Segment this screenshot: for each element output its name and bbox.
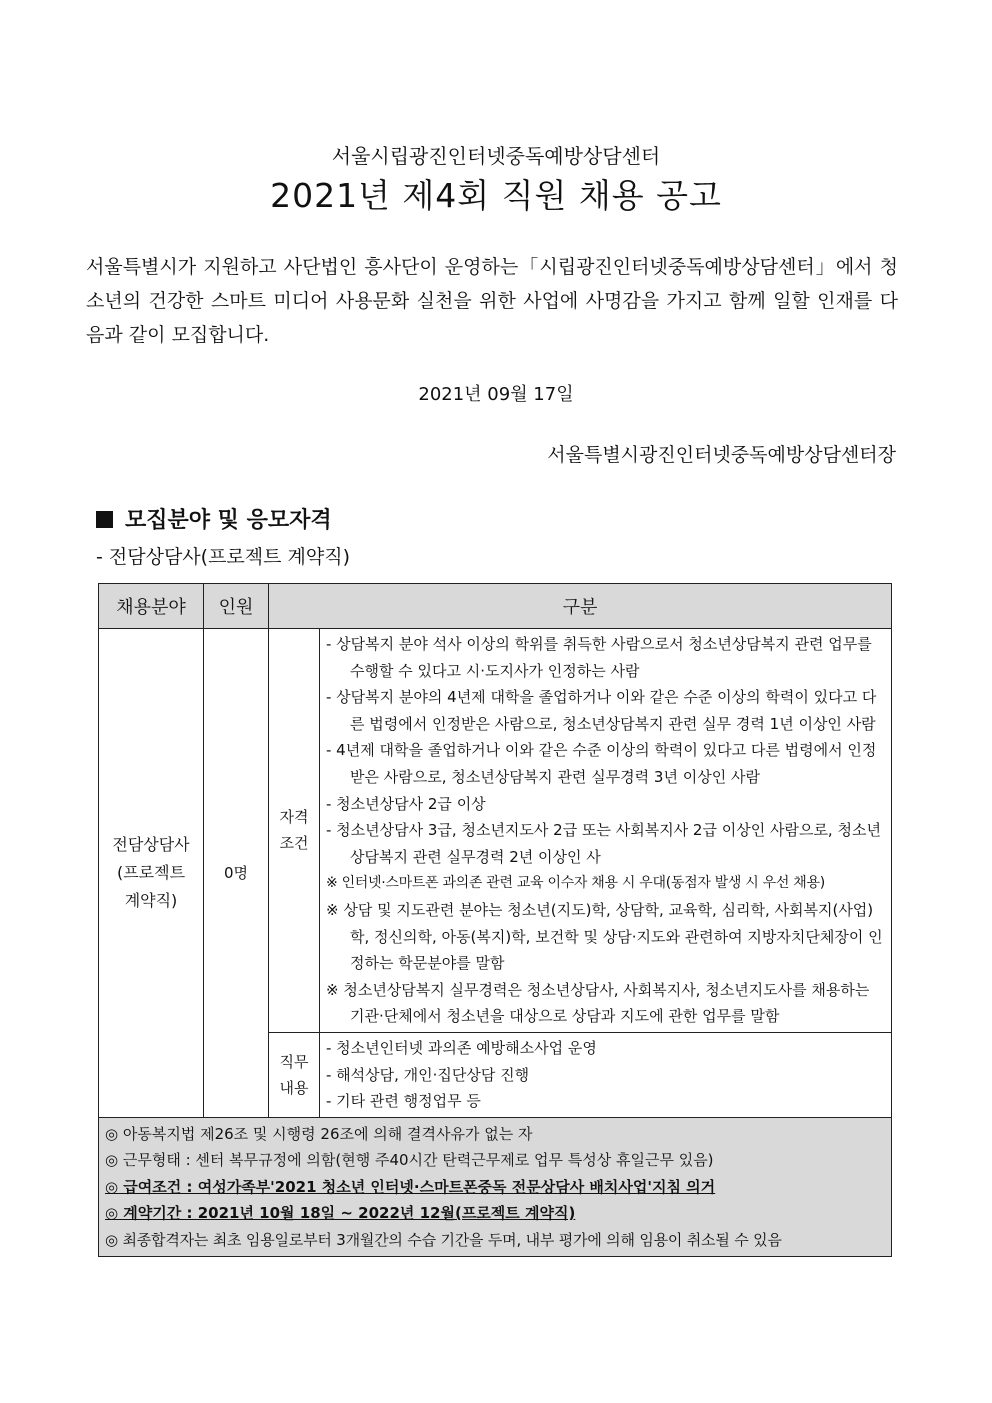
page-title: 2021년 제4회 직원 채용 공고 [270, 176, 722, 215]
qualification-label [269, 629, 320, 1033]
note-item: ◎ 급여조건 : 여성가족부'2021 청소년 인터넷·스마트폰중독 전문상담사 배치사업'지침 의거 [105, 1177, 716, 1196]
duty-label [269, 1032, 320, 1117]
signature: 서울특별시광진인터넷중독예방상담센터장 [547, 444, 896, 466]
notes-cell [99, 1117, 892, 1257]
list-item: - 청소년인터넷 과의존 예방해소사업 운영 [326, 1038, 597, 1057]
note-item: ◎ 계약기간 : 2021년 10월 18일 ~ 2022년 12월(프로젝트 계약직) [105, 1204, 576, 1223]
list-item: - 해석상담, 개인·집단상담 진행 [326, 1065, 530, 1084]
qualification-list [320, 629, 892, 1033]
header-count: 인원 [204, 584, 269, 629]
section-heading [96, 503, 332, 534]
list-item: ※ 인터넷·스마트폰 과의존 관련 교육 이수자 채용 시 우대(동점자 발생 시 우선 채용) [326, 875, 825, 892]
duty-list [320, 1032, 892, 1117]
category-line: 계약직) [124, 890, 178, 910]
label-line: 자격 [279, 808, 309, 827]
announcement-date: 2021년 09월 17일 [418, 384, 574, 405]
label-line: 내용 [279, 1078, 309, 1097]
note-item: ◎ 아동복지법 제26조 및 시행령 26조에 의해 결격사유가 없는 자 [105, 1124, 533, 1143]
table-row-qualifications [99, 629, 892, 1033]
section-subtitle: - 전담상담사(프로젝트 계약직) [96, 546, 351, 568]
list-item: - 청소년상담사 2급 이상 [326, 794, 486, 813]
section-title: 모집분야 및 응모자격 [125, 508, 332, 533]
label-line: 직무 [279, 1052, 309, 1071]
note-item: ◎ 최종합격자는 최초 임용일로부터 3개월간의 수습 기간을 두며, 내부 평가에 의해 임용이 취소될 수 있음 [105, 1230, 782, 1249]
table-header-row [99, 584, 892, 629]
category-line: 전담상담사 [112, 834, 190, 854]
list-item: - 4년제 대학을 졸업하거나 이와 같은 수준 이상의 학력이 있다고 다른 법령에서 인정받은 사람으로, 청소년상담복지 관련 실무경력 3년 이상인 사람 [326, 741, 877, 786]
header-division: 구분 [269, 584, 892, 629]
note-item: ◎ 근무형태 : 센터 복무규정에 의함(현행 주40시간 탄력근무제로 업무 특성상 휴일근무 있음) [105, 1151, 714, 1170]
label-line: 조건 [279, 834, 309, 853]
table-row-notes [99, 1117, 892, 1257]
recruitment-table [98, 583, 892, 1257]
category-cell [99, 629, 204, 1118]
list-item: ※ 청소년상담복지 실무경력은 청소년상담사, 사회복지사, 청소년지도사를 채용하는 기관·단체에서 청소년을 대상으로 상담과 지도에 관한 업무를 말함 [326, 980, 870, 1026]
category-line: (프로젝트 [116, 862, 186, 882]
list-item: ※ 상담 및 지도관련 분야는 청소년(지도)학, 상담학, 교육학, 심리학, 사회복지(사업)학, 정신의학, 아동(복지)학, 보건학 및 상담·지도와 관련하여 지방자치단체장이 인정하는 학문분야를 말함 [326, 900, 883, 973]
list-item: - 기타 관련 행정업무 등 [326, 1092, 481, 1111]
list-item: - 상담복지 분야의 4년제 대학을 졸업하거나 이와 같은 수준 이상의 학력이 있다고 다른 법령에서 인정받은 사람으로, 청소년상담복지 관련 실무 경력 1년 이상인 사람 [326, 688, 877, 733]
intro-paragraph: 서울특별시가 지원하고 사단법인 흥사단이 운영하는「시립광진인터넷중독예방상담센터」에서 청소년의 건강한 스마트 미디어 사용문화 실천을 위한 사업에 사명감을 가지고 함께 일할 인재를 다음과 같이 모집합니다. [86, 256, 898, 346]
organization-name: 서울시립광진인터넷중독예방상담센터 [331, 144, 661, 168]
count-cell: 0명 [204, 629, 269, 1118]
square-bullet-icon [96, 511, 113, 528]
list-item: - 청소년상담사 3급, 청소년지도사 2급 또는 사회복지사 2급 이상인 사람으로, 청소년상담복지 관련 실무경력 2년 이상인 사 [326, 821, 881, 866]
header-field: 채용분야 [99, 584, 204, 629]
list-item: - 상담복지 분야 석사 이상의 학위를 취득한 사람으로서 청소년상담복지 관련 업무를 수행할 수 있다고 시·도지사가 인정하는 사람 [326, 635, 872, 680]
